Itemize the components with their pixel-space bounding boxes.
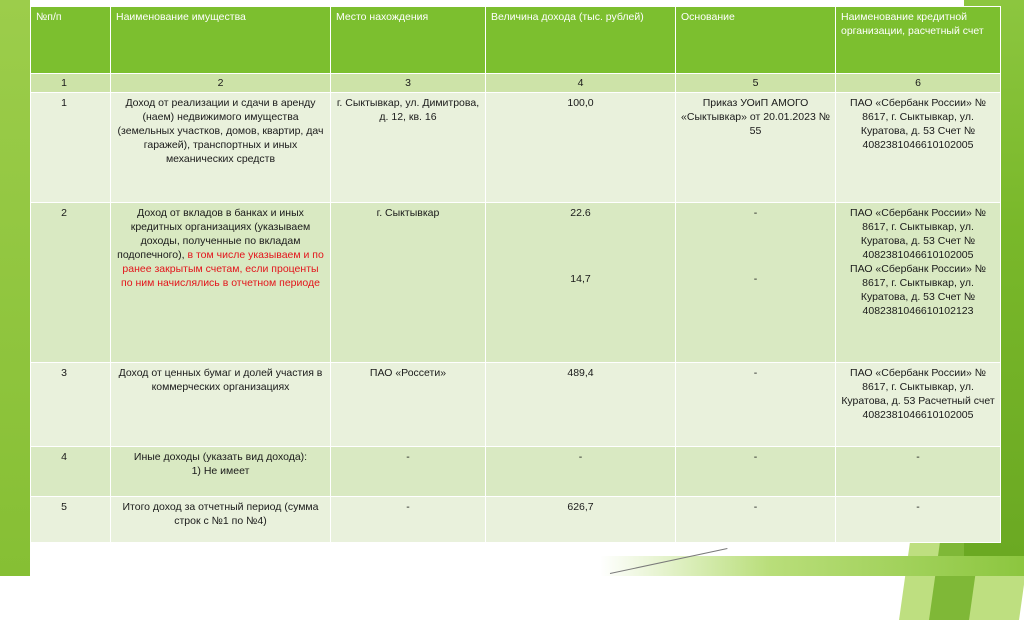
property-name-note: в том числе указываем и по ранее закрытым счетам, если проценты по ним начислялись в отчетном периоде [121,249,324,289]
location: ПАО «Россети» [331,363,486,447]
basis [676,203,836,363]
bank-account: ПАО «Сбербанк России» № 8617, г. Сыктывкар, ул. Куратова, д. 53 Расчетный счет 40823810466101020​05 [836,363,1001,447]
property-name [111,203,331,363]
property-name: Доход от ценных бумаг и долей участия в коммерческих организациях [111,363,331,447]
column-number: 4 [486,74,676,93]
property-name: Итого доход за отчетный период (сумма строк с №1 по №4) [111,497,331,543]
header-property-name: Наименование имущества [111,7,331,74]
row-number: 1 [31,93,111,203]
spacer [491,220,670,272]
header-income: Величина дохода (тыс. рублей) [486,7,676,74]
row-number: 5 [31,497,111,543]
property-name-main: Доход от вкладов в банках и иных кредитных организациях (указываем доходы, полученные по вкладам подопечного), [117,207,311,261]
column-number: 1 [31,74,111,93]
location: г. Сыктывкар, ул. Димитрова, д. 12, кв. 16 [331,93,486,203]
basis: - [676,497,836,543]
income-value: 626,7 [486,497,676,543]
bank-account-2: ПАО «Сбербанк России» № 8617, г. Сыктывкар, ул. Куратова, д. 53 Счет № 40823810466101021​23 [850,263,986,317]
background-left-band [0,0,30,576]
basis: - [676,447,836,497]
row-number: 2 [31,203,111,363]
row-number: 4 [31,447,111,497]
bank-account: - [836,447,1001,497]
column-number-row [31,74,1001,93]
location: - [331,497,486,543]
income-value-1: 22.6 [570,207,591,219]
bank-account [836,203,1001,363]
income-value: - [486,447,676,497]
table-row [31,447,1001,497]
column-number: 6 [836,74,1001,93]
table-row [31,497,1001,543]
location: - [331,447,486,497]
basis: - [676,363,836,447]
property-name: Доход от реализации и сдачи в аренду (наем) недвижимого имущества (земельных участков, домов, квартир, дач гаражей), транспортных и иных механических средств [111,93,331,203]
header-bank: Наименование кредитной организации, расчетный счет [836,7,1001,74]
bank-account-1: ПАО «Сбербанк России» № 8617, г. Сыктывкар, ул. Куратова, д. 53 Счет № 40823810466101020​05 [850,207,986,261]
property-name-main: Иные доходы (указать вид дохода): [133,451,308,463]
table-row [31,203,1001,363]
income-table [30,6,1001,543]
table-row [31,93,1001,203]
bank-account: ПАО «Сбербанк России» № 8617, г. Сыктывкар, ул. Куратова, д. 53 Счет № 40823810466101020​05 [836,93,1001,203]
property-name-item: 1) Не имеет [191,465,250,477]
income-value-2: 14,7 [570,273,591,285]
bank-account: - [836,497,1001,543]
header-basis: Основание [676,7,836,74]
income-value: 100,0 [486,93,676,203]
header-location: Место нахождения [331,7,486,74]
row-number: 3 [31,363,111,447]
header-number: №п/п [31,7,111,74]
spacer [681,220,830,272]
background-bottom-band [600,556,1024,576]
column-number: 2 [111,74,331,93]
table-row [31,363,1001,447]
property-name [111,447,331,497]
income-value: 489,4 [486,363,676,447]
table-header-row [31,7,1001,74]
basis-2: - [753,273,758,285]
basis-1: - [753,207,758,219]
location: г. Сыктывкар [331,203,486,363]
basis: Приказ УОиП АМОГО «Сыктывкар» от 20.01.2023 № 55 [676,93,836,203]
income-value [486,203,676,363]
column-number: 3 [331,74,486,93]
column-number: 5 [676,74,836,93]
